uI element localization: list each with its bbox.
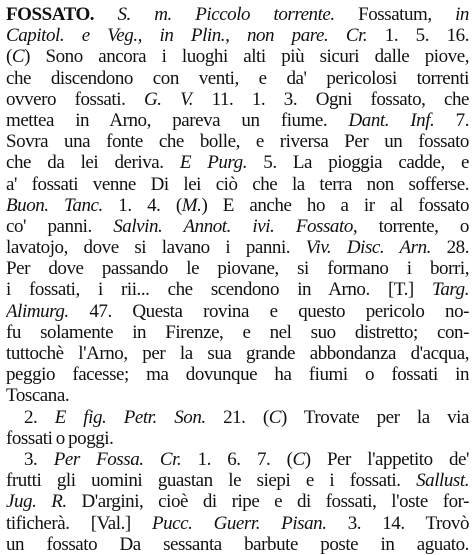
citation-italic: C (268, 406, 281, 428)
entry-text: 3. 14. Trovò (326, 512, 469, 534)
entry-text: 7. (434, 109, 469, 131)
citation-italic: in (455, 4, 469, 25)
entry-text: tificherà. [Val.] (6, 512, 152, 534)
citation-italic: Jug. R. (6, 491, 67, 513)
headword: FOSSATO. (6, 4, 95, 25)
citation-italic: Per Fossa. Cr. (53, 448, 182, 470)
entry-line (6, 513, 469, 534)
entry-text: ovvero fossati. (6, 88, 144, 110)
entry-text: i fossati, i rii... che scendono in Arno. [T.] (6, 279, 432, 301)
entry-text: co' panni. (6, 215, 114, 237)
entry-line (6, 237, 469, 258)
citation-italic: Salvin. Annot. ivi. Fossato, (113, 215, 358, 237)
citation-italic: Dant. Inf. (348, 109, 435, 131)
entry-text: Fossatum, (334, 4, 456, 25)
entry-text: Per dove passando le piovane, si formano i borri, (6, 258, 469, 280)
citation-italic: Targ. (431, 279, 469, 301)
entry-text: che da lei deriva. (6, 152, 180, 174)
entry-line (6, 25, 469, 46)
entry-text: ) E anche ho a ir al fossato (201, 194, 469, 216)
entry-text: Toscana. (6, 385, 70, 407)
entry-text: mettea in Arno, pareva un fiume. (6, 109, 349, 131)
entry-text: 1. 6. 7. ( (181, 448, 293, 470)
entry-text: 1. 4. ( (102, 194, 182, 216)
entry-line (6, 364, 469, 385)
entry-text: ( (6, 46, 12, 68)
entry-line (6, 428, 469, 449)
entry-text: tuttochè l'Arno, per la sua grande abbondanza d'acqua, (6, 343, 469, 364)
entry-text: ) Per l'appetito de' (304, 448, 469, 470)
entry-line (6, 174, 469, 195)
citation-italic: Alimurg. (6, 300, 69, 322)
entry-line (6, 195, 469, 216)
entry-text: 21. ( (205, 406, 269, 428)
entry-line (6, 343, 469, 364)
citation-italic: M. (181, 194, 202, 216)
entry-text: 11. 1. 3. Ogni fossato, che (193, 88, 469, 110)
entry-line (6, 131, 469, 152)
entry-line (6, 322, 469, 343)
entry-text: ) Trovate per la via (280, 406, 469, 428)
citation-italic: S. m. Piccolo torrente. (117, 4, 335, 25)
entry-line (6, 449, 469, 470)
dictionary-entry-fossato (6, 4, 469, 555)
entry-text: a' fossati venne Di lei ciò che la terra non sofferse. (6, 173, 469, 195)
citation-italic: C (11, 46, 25, 68)
entry-text: un fossato Da sessanta barbute poste in aguato. (6, 533, 469, 555)
entry-line (6, 279, 469, 300)
entry-text: fossati o poggi. (6, 427, 114, 449)
entry-text: 47. Questa rovina e questo pericolo no- (68, 300, 469, 322)
entry-line (6, 407, 469, 428)
citation-italic: C (292, 448, 305, 470)
citation-italic: Buon. Tanc. (6, 194, 103, 216)
entry-text: fu solamente in Firenze, e nel suo distretto; con- (6, 321, 469, 343)
citation-italic: Viv. Disc. Arn. (305, 237, 431, 259)
entry-text: che discendono con venti, e da' pericolosi torrenti (6, 67, 469, 89)
entry-line (6, 152, 469, 173)
entry-line (6, 470, 469, 491)
citation-italic: E Purg. (179, 152, 248, 174)
entry-line (6, 534, 469, 555)
citation-italic: Sallust. (416, 470, 469, 492)
entry-line (6, 68, 469, 89)
citation-italic: G. V. (143, 88, 194, 110)
entry-line (6, 110, 469, 131)
entry-text: torrente, o (357, 215, 469, 237)
entry-text: 1. 5. 16. (367, 25, 469, 47)
entry-text: 28. (430, 237, 469, 259)
entry-text: lavatojo, dove si lavano i panni. (6, 237, 306, 259)
entry-text: 5. La pioggia cadde, e (247, 152, 469, 174)
entry-line (6, 216, 469, 237)
entry-text: Sovra una fonte che bolle, e riversa Per un fossato (6, 131, 469, 153)
citation-italic: E fig. Petr. Son. (54, 406, 206, 428)
entry-text: D'argini, cioè di ripe e di fossati, l'oste for- (66, 491, 469, 513)
entry-line (6, 258, 469, 279)
entry-text: frutti gli uomini guastan le siepi e i fossati. (6, 470, 417, 492)
entry-line (6, 46, 469, 67)
entry-line (6, 385, 469, 406)
entry-text: ) Sono ancora i luoghi alti più sicuri dalle piove, (24, 46, 469, 68)
entry-line (6, 491, 469, 512)
entry-text: 2. (24, 406, 55, 428)
citation-italic: Pucc. Guerr. Pisan. (151, 512, 327, 534)
entry-text (94, 4, 117, 25)
entry-text: 3. (24, 448, 54, 470)
entry-text: peggio facesse; ma dovunque ha fiumi o fossati in (6, 364, 469, 386)
entry-line (6, 4, 469, 25)
entry-line (6, 301, 469, 322)
entry-line (6, 89, 469, 110)
citation-italic: Capitol. e Veg., in Plin., non pare. Cr. (6, 25, 368, 47)
